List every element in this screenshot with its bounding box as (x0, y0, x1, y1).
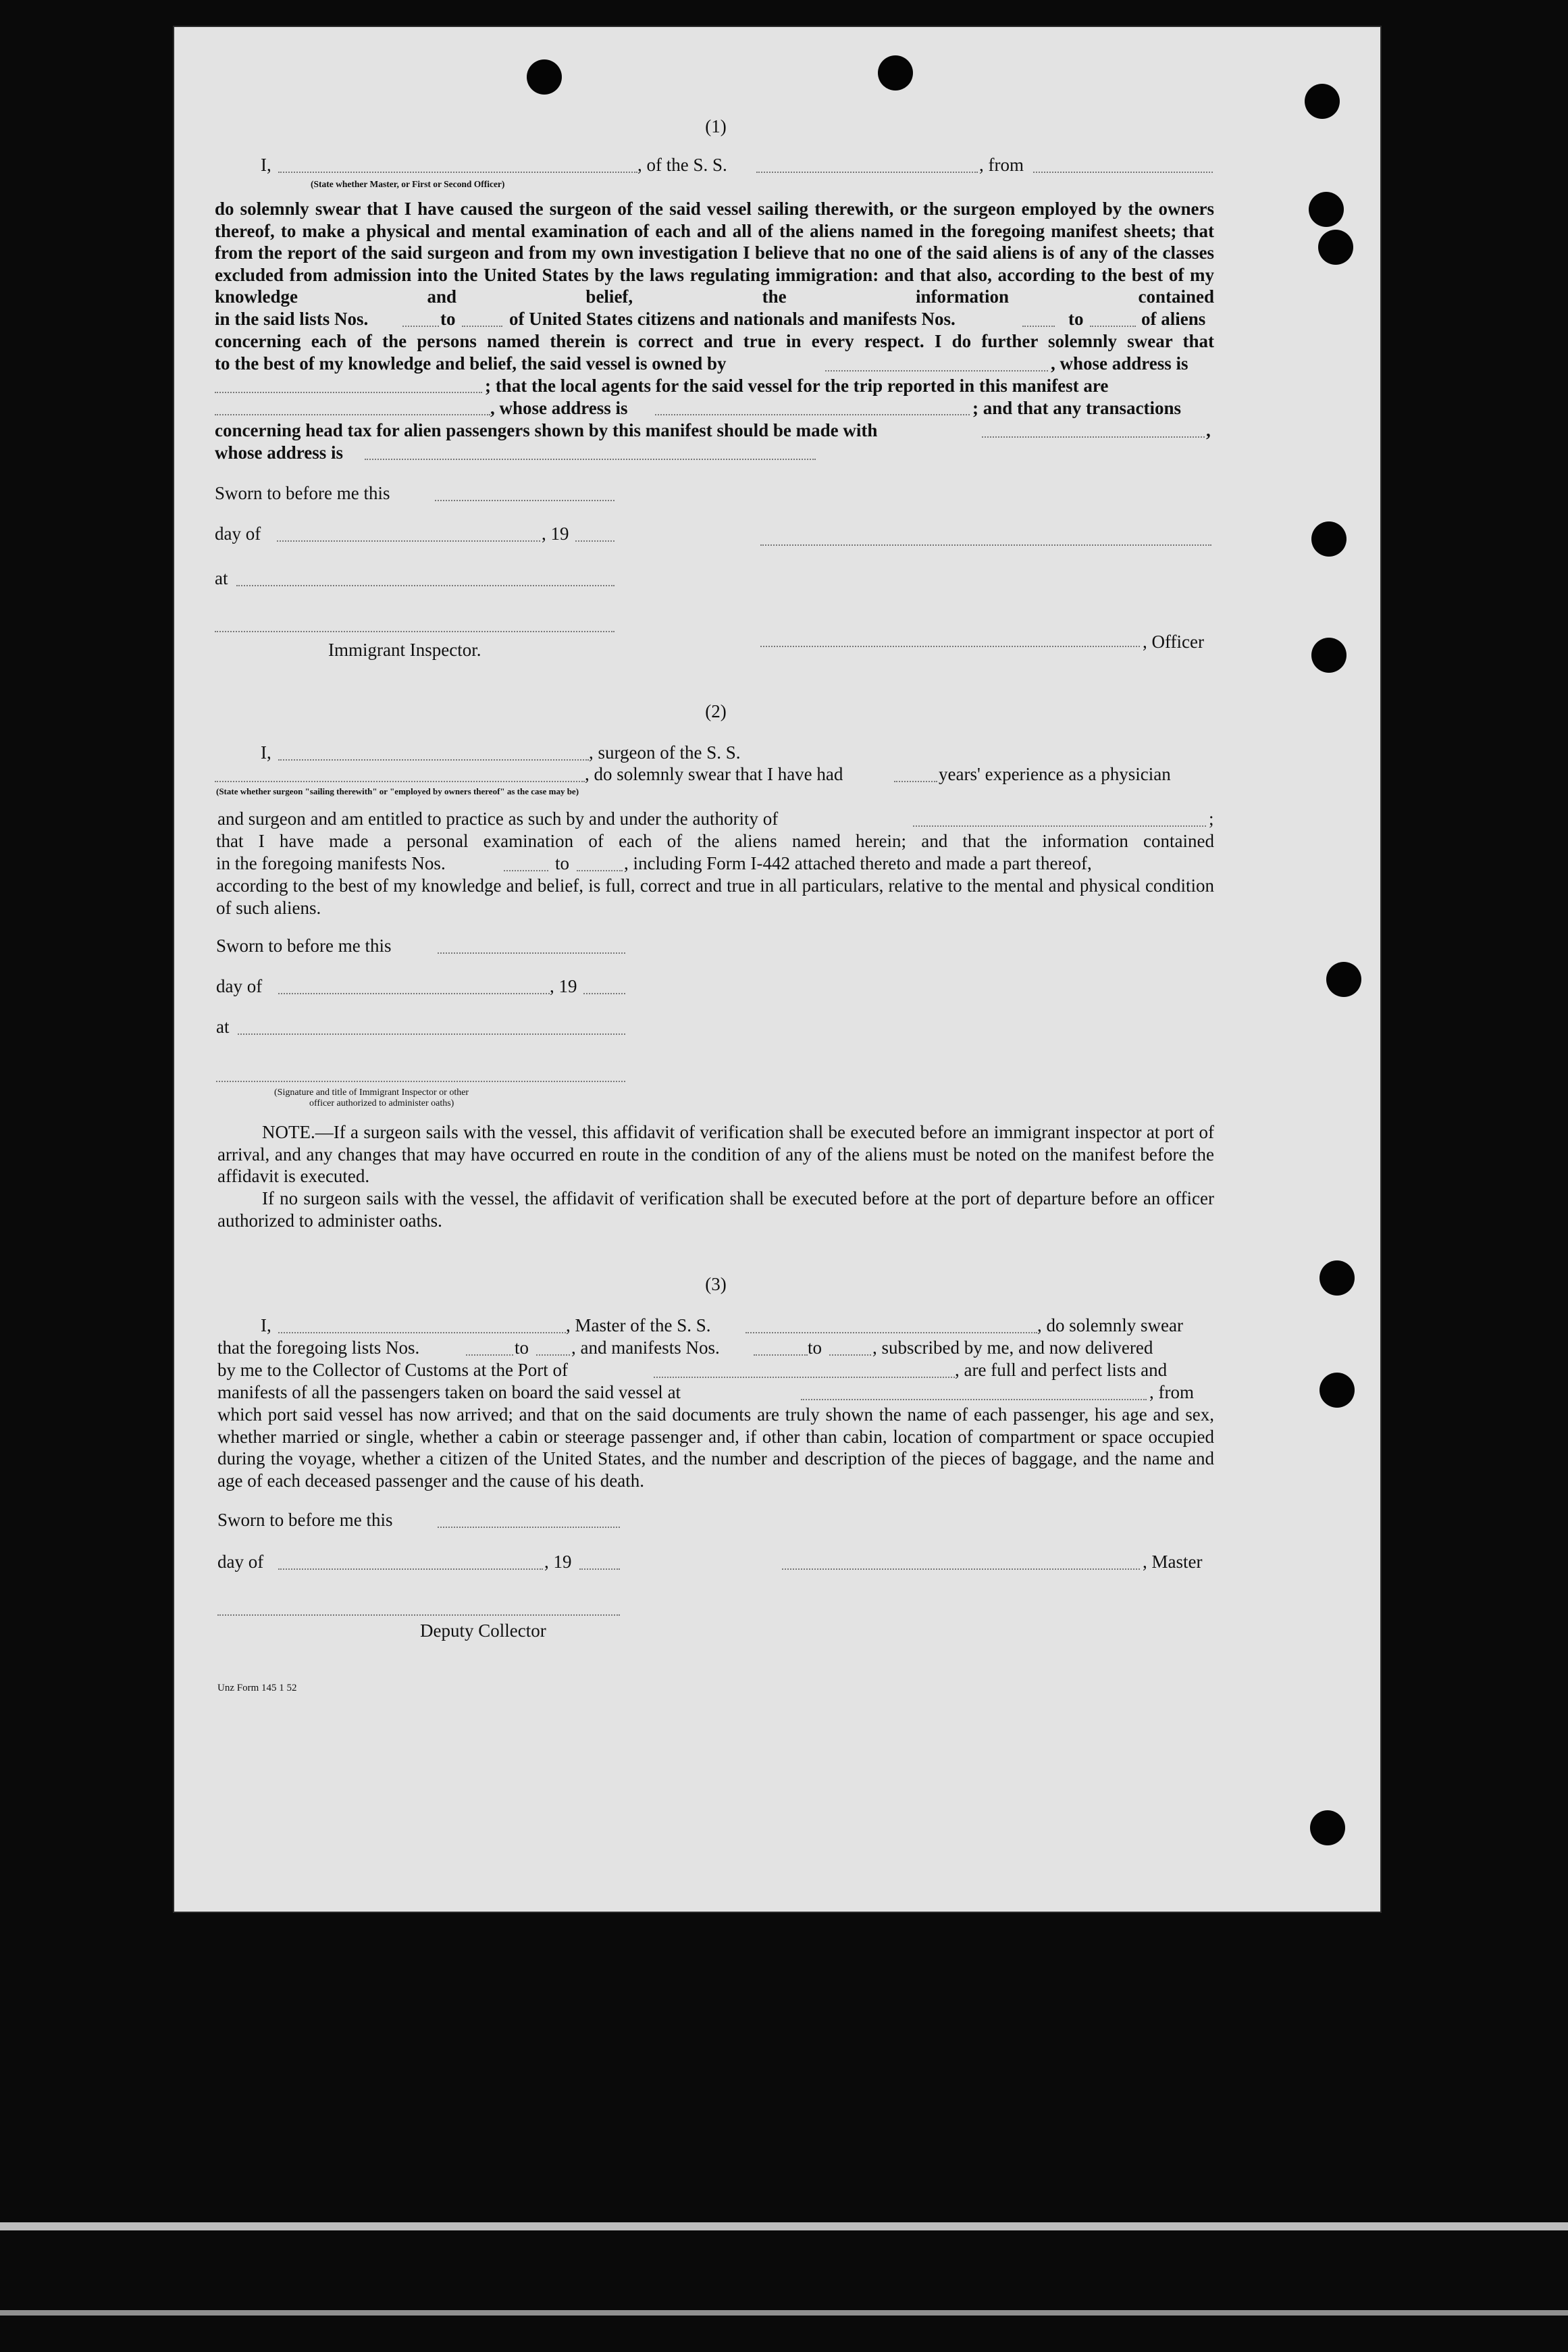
officer-label: , Officer (1143, 632, 1204, 652)
blank-vessel[interactable] (756, 172, 978, 173)
collector-port: by me to the Collector of Customs at the Port of (217, 1360, 568, 1380)
blank-authority[interactable] (913, 825, 1206, 827)
full-perfect: , are full and perfect lists and (955, 1360, 1168, 1380)
blank-head-tax-address[interactable] (365, 459, 816, 460)
punch-hole (1326, 962, 1361, 997)
punch-hole (1311, 638, 1347, 673)
line-i: I, (261, 1315, 271, 1335)
foregoing-lists: that the foregoing lists Nos. (217, 1337, 420, 1358)
blank-list-to[interactable] (536, 1354, 570, 1356)
blank-year[interactable] (579, 1568, 620, 1570)
lists-aliens: of aliens (1141, 309, 1206, 329)
master-of-ss: , Master of the S. S. (566, 1315, 711, 1335)
punch-hole (527, 59, 562, 95)
section-label: (3) (705, 1274, 727, 1294)
authority: and surgeon and am entitled to practice as such by and under the authority of (217, 809, 779, 829)
surgeon-note: (State whether surgeon "sailing therewith" or "employed by owners thereof" as the case may be) (216, 786, 579, 796)
inspector-label: Immigrant Inspector. (328, 640, 481, 660)
whose-address-3: whose address is (215, 442, 344, 463)
lists-to: to (440, 309, 456, 329)
manifests-nos: , and manifests Nos. (571, 1337, 720, 1358)
note-paragraph: NOTE.—If a surgeon sails with the vessel, this affidavit of verification shall be executed before an immigrant inspector at port of arrival, and any changes that may have occurred en route in the condition of any of the aliens must be noted on the manifest before the affidavit is executed. (217, 1122, 1214, 1187)
year-label: , 19 (542, 523, 569, 544)
blank-vessel[interactable] (746, 1332, 1037, 1333)
transactions: ; and that any transactions (972, 398, 1182, 418)
blank-years[interactable] (894, 781, 937, 782)
line-of-ss: , of the S. S. (637, 155, 727, 175)
at-label: at (216, 1017, 230, 1037)
film-edge (0, 2310, 1568, 2316)
blank-board-port[interactable] (801, 1399, 1147, 1400)
blank-from-port[interactable] (1033, 172, 1213, 173)
blank-manifest-from[interactable] (504, 870, 548, 871)
blank-surgeon-vessel[interactable] (215, 781, 585, 782)
local-agents: ; that the local agents for the said vessel for the trip reported in this manifest are (485, 376, 1109, 396)
blank-owner[interactable] (825, 370, 1048, 372)
blank-inspector-signature[interactable] (215, 631, 615, 632)
blank-day[interactable] (277, 540, 540, 542)
section-label: (1) (705, 116, 727, 136)
punch-hole (1318, 230, 1353, 265)
sworn-label: Sworn to before me this (216, 936, 392, 956)
deputy-label: Deputy Collector (420, 1620, 546, 1641)
day-label: day of (215, 523, 261, 544)
sworn-label: Sworn to before me this (217, 1510, 393, 1530)
blank-master-name[interactable] (278, 1332, 566, 1333)
section-label: (2) (705, 701, 727, 721)
blank-manifest-to[interactable] (577, 870, 623, 871)
blank-list-from[interactable] (466, 1354, 513, 1356)
owned-by: to the best of my knowledge and belief, the said vessel is owned by (215, 353, 727, 374)
form-i-442: , including Form I-442 attached thereto and made a part thereof, (624, 853, 1092, 873)
comma: , (1206, 420, 1211, 440)
do-swear: , do solemnly swear (1037, 1315, 1183, 1335)
blank-head-tax[interactable] (982, 436, 1205, 438)
year-label: , 19 (550, 976, 577, 996)
blank-year[interactable] (575, 540, 615, 542)
from: , from (1149, 1382, 1194, 1402)
blank-list-from[interactable] (402, 326, 439, 327)
blank-deputy-signature[interactable] (217, 1614, 620, 1616)
punch-hole (1309, 192, 1344, 227)
blank-surgeon-name[interactable] (278, 759, 589, 761)
line-i: I, (261, 742, 271, 763)
film-edge (0, 2222, 1568, 2230)
punch-hole (1310, 1810, 1345, 1845)
swear: , do solemnly swear that I have had (585, 764, 843, 784)
blank-sworn[interactable] (438, 1527, 620, 1528)
blank-at[interactable] (236, 585, 615, 586)
form-footer: Unz Form 145 1 52 (217, 1683, 297, 1693)
at-label: at (215, 568, 228, 588)
whose-address: , whose address is (1051, 353, 1188, 374)
blank-manifest-to[interactable] (829, 1354, 871, 1356)
punch-hole (1319, 1373, 1355, 1408)
lists-citizens: of United States citizens and nationals and manifests Nos. (509, 309, 956, 329)
years-experience: years' experience as a physician (939, 764, 1171, 784)
blank-inspector-signature[interactable] (216, 1081, 625, 1082)
sworn-label: Sworn to before me this (215, 483, 390, 503)
oath-paragraph: do solemnly swear that I have caused the surgeon of the said vessel sailing therewith, or the surgeon employed by the owners thereof, to make a physical and mental examination of each and all of the aliens named in the foregoing manifest sheets; that from the report of the said surgeon and from my own investigation I believe that no one of the said aliens is of any of the classes excluded from admission into the United States by the laws regulating immigration: and that also, according to the best of my knowledge and belief, the information contained (215, 199, 1214, 307)
master-label: , Master (1143, 1552, 1203, 1572)
blank-manifest-to[interactable] (1090, 326, 1136, 327)
year-label: , 19 (544, 1552, 572, 1572)
blank-port[interactable] (654, 1377, 955, 1378)
punch-hole (1311, 521, 1347, 557)
whose-address-2: , whose address is (490, 398, 628, 418)
signature-note-2: officer authorized to administer oaths) (309, 1098, 454, 1108)
to: to (515, 1337, 529, 1358)
surgeon-paragraph: that I have made a personal examination of each of the aliens named herein; and that the information contained (216, 831, 1214, 851)
line-i: I, (261, 155, 271, 175)
lists-label: in the said lists Nos. (215, 309, 369, 329)
taken-on-board: manifests of all the passengers taken on board the said vessel at (217, 1382, 681, 1402)
blank-day[interactable] (278, 1568, 543, 1570)
blank-agent-address[interactable] (655, 414, 970, 415)
day-label: day of (216, 976, 263, 996)
blank-master-signature[interactable] (782, 1568, 1140, 1570)
blank-manifest-from[interactable] (1022, 326, 1055, 327)
manifests-nos: in the foregoing manifests Nos. (216, 853, 446, 873)
blank-officer-title[interactable] (760, 646, 1140, 647)
surgeon-of-ss: , surgeon of the S. S. (589, 742, 741, 763)
blank-agents[interactable] (215, 414, 490, 415)
semicolon: ; (1209, 809, 1214, 829)
subscribed: , subscribed by me, and now delivered (872, 1337, 1153, 1358)
line-from: , from (979, 155, 1024, 175)
to: to (555, 853, 570, 873)
master-paragraph: which port said vessel has now arrived; and that on the said documents are truly shown the name of each passenger, his age and sex, whether married or single, whether a cabin or steerage passenger and, if other than cabin, location of compartment or space occupied during the voyage, whether a citizen of the United States, and the number and description of the pieces of baggage, and the name and age of each deceased passenger and the cause of his death. (217, 1404, 1214, 1491)
punch-hole (878, 55, 913, 91)
blank-year[interactable] (583, 993, 625, 994)
surgeon-paragraph-2: according to the best of my knowledge and belief, is full, correct and true in all particulars, relative to the mental and physical condition of such aliens. (216, 875, 1214, 918)
to-2: to (808, 1337, 822, 1358)
blank-list-to[interactable] (462, 326, 502, 327)
blank-owner-address[interactable] (215, 392, 482, 393)
blank-day[interactable] (278, 993, 550, 994)
blank-at[interactable] (238, 1033, 625, 1035)
blank-signature[interactable] (760, 544, 1211, 546)
blank-officer-name[interactable] (278, 172, 637, 173)
blank-sworn[interactable] (435, 500, 615, 501)
officer-note: (State whether Master, or First or Second Officer) (311, 179, 505, 189)
signature-note: (Signature and title of Immigrant Inspector or other (274, 1088, 469, 1098)
blank-sworn[interactable] (438, 952, 625, 954)
oath-paragraph-2: concerning each of the persons named therein is correct and true in every respect. I do further solemnly swear that (215, 331, 1214, 351)
day-label: day of (217, 1552, 264, 1572)
punch-hole (1305, 84, 1340, 119)
lists-to-2: to (1068, 309, 1084, 329)
blank-manifest-from[interactable] (754, 1354, 808, 1356)
head-tax: concerning head tax for alien passengers shown by this manifest should be made with (215, 420, 878, 440)
note-paragraph-2: If no surgeon sails with the vessel, the affidavit of verification shall be executed before at the port of departure before an officer authorized to administer oaths. (217, 1188, 1214, 1231)
